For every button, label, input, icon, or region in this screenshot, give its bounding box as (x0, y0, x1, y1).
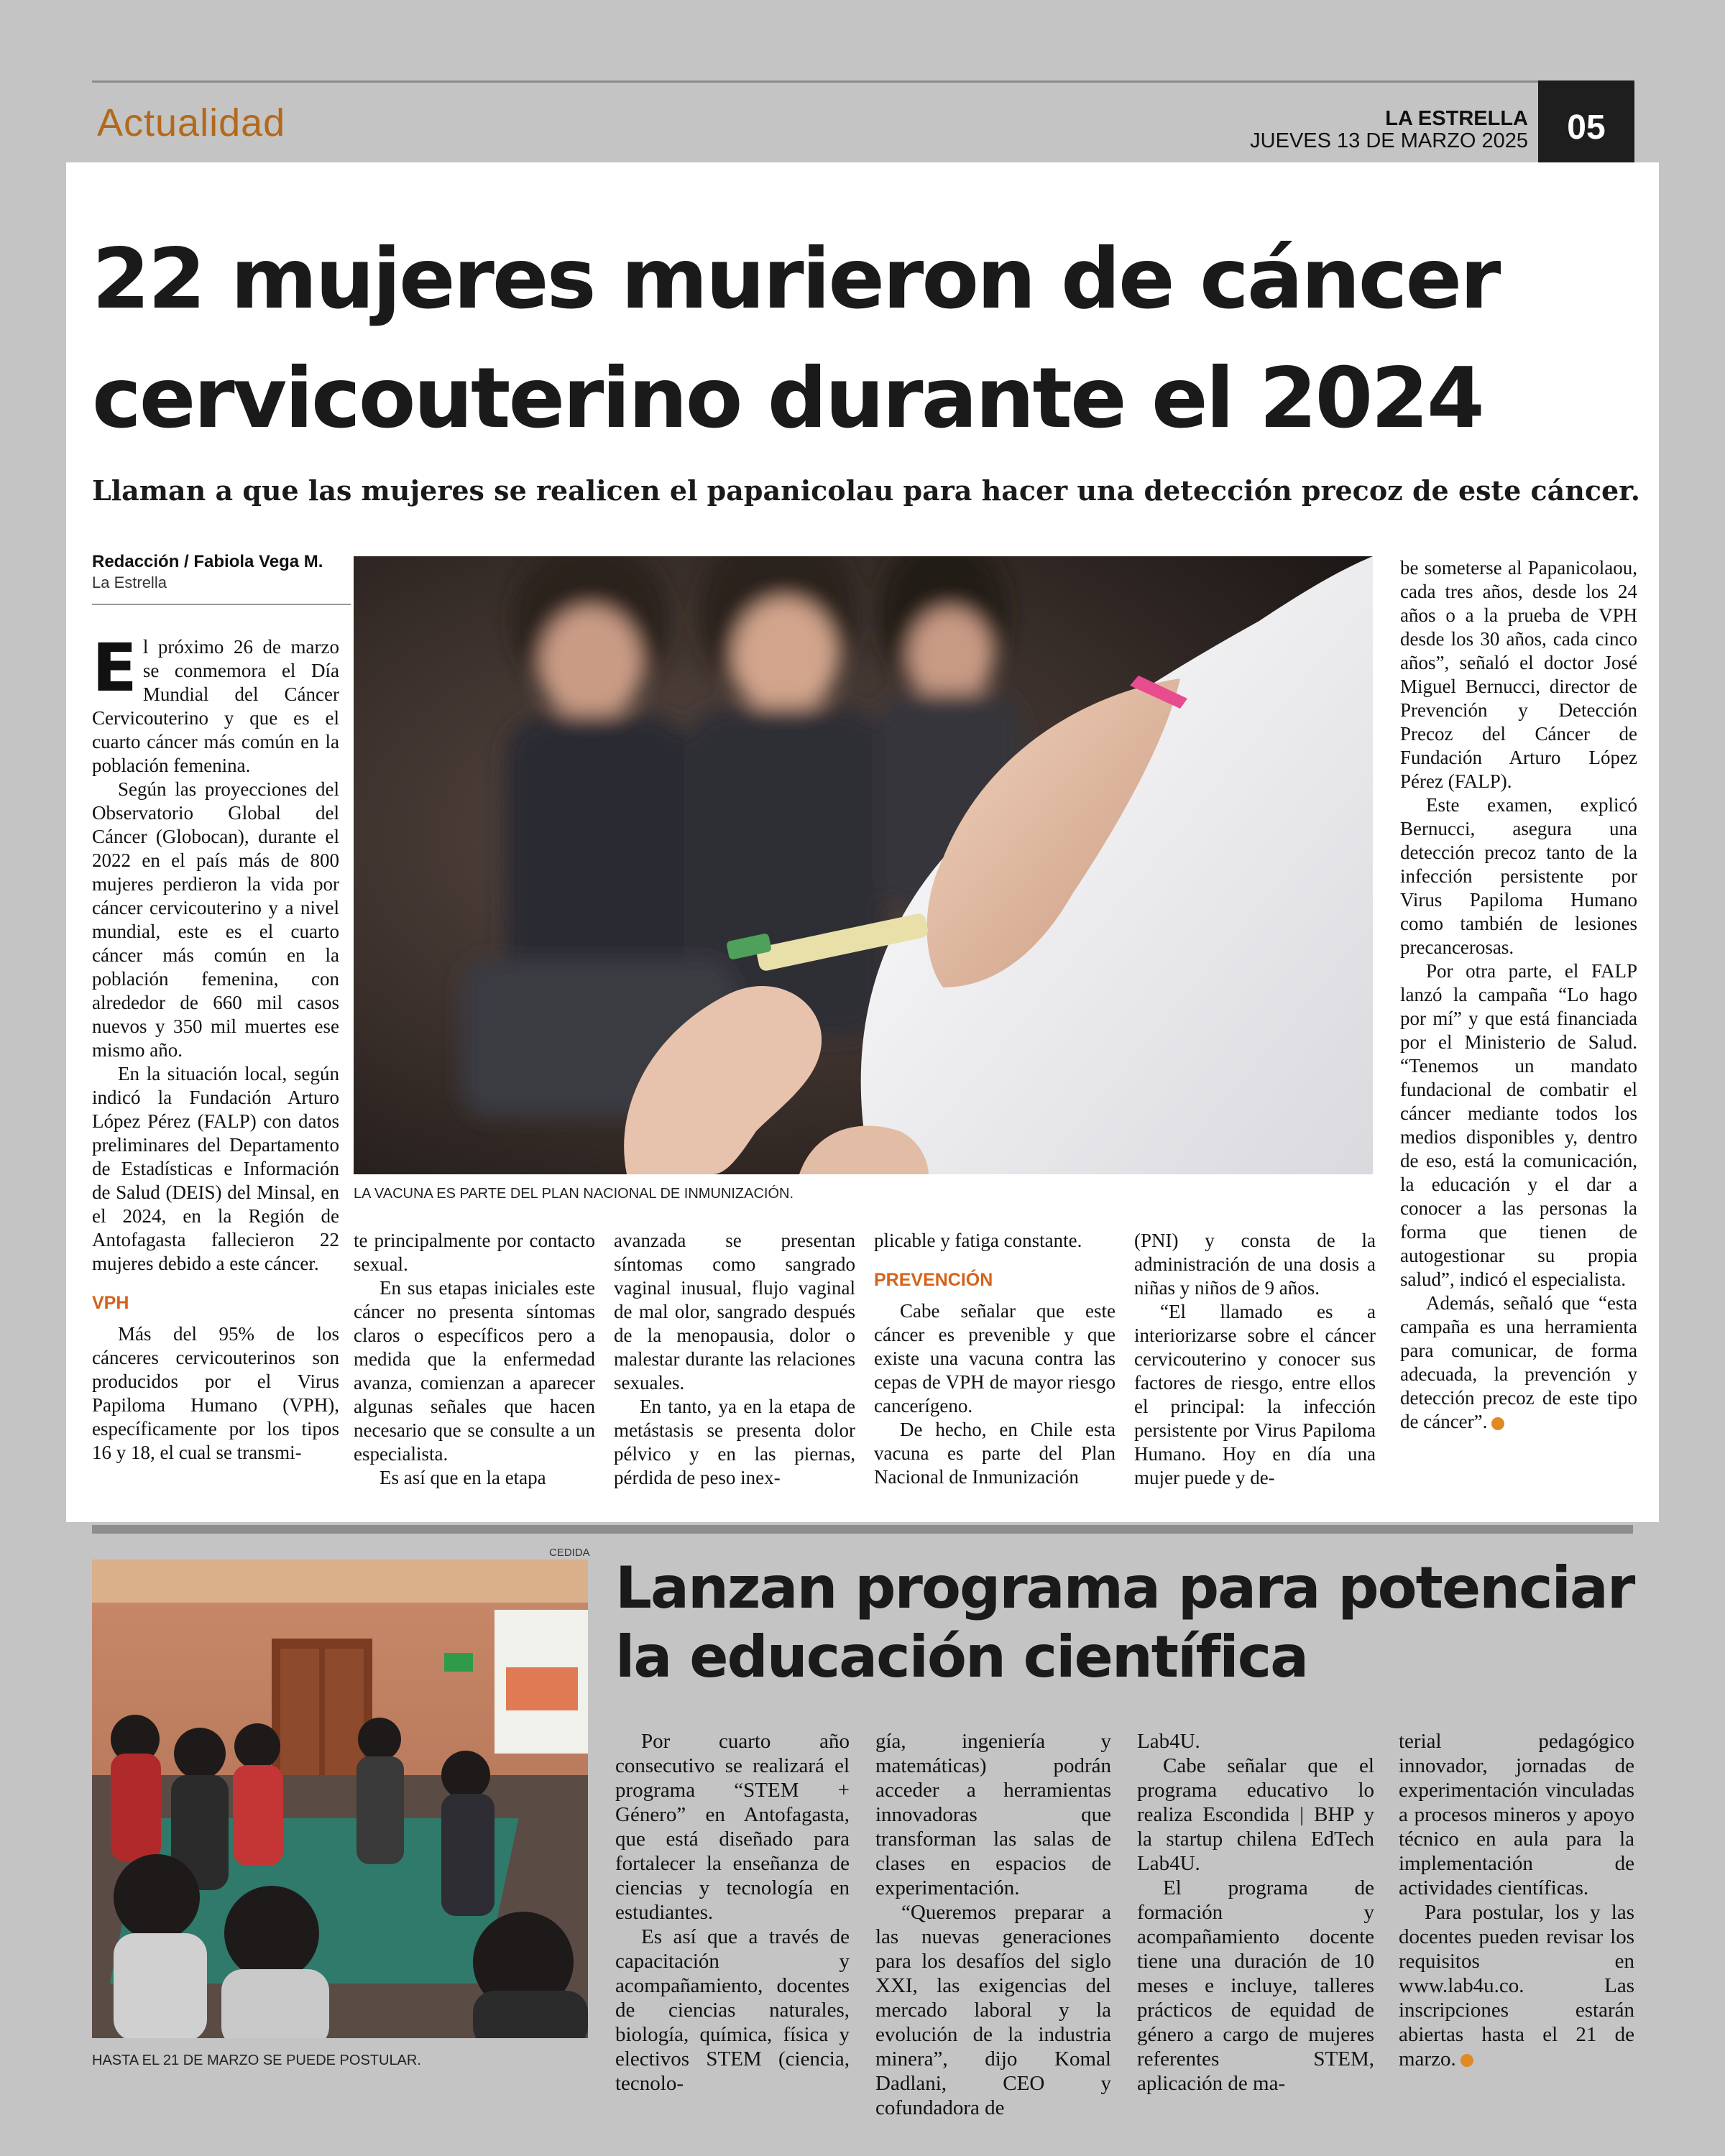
byline-source: La Estrella (92, 573, 167, 591)
article-column-6 (1400, 556, 1637, 1434)
lead-paragraph: El próximo 26 de marzo se conmemora el Día Mundial del Cáncer Cervicouterino y que es el cuarto cáncer más común en la población femenina. (92, 630, 339, 776)
paragraph: Más del 95% de los cánceres cervicouterinos son producidos por el Virus Papiloma Humano (VPH), específicamente por los tipos 16 y 18, el cual se transmi- (92, 1323, 339, 1463)
article-column-1 (92, 630, 339, 1465)
article-column-3 (614, 1229, 855, 1490)
headline-line-2: cervicouterino durante el 2024 (92, 350, 1483, 447)
paragraph-final: Además, señaló que “esta campaña es una herramienta para comunicar, de forma adecuada, la prevención y detección precoz de este tipo de cáncer”. (1400, 1292, 1637, 1432)
paragraph: En sus etapas iniciales este cáncer no presenta síntomas claros o específicos pero a medida que la enfermedad avanza, comienzan a aparecer algunas señales que hacen necesario que se consulte a un especialista. (354, 1277, 595, 1465)
end-mark-icon (1460, 2054, 1473, 2067)
top-rule (92, 80, 1633, 83)
kicker-vph: VPH (92, 1293, 129, 1313)
paragraph: terial pedagógico innovador, jornadas de experimentación vinculadas a procesos mineros y apoyo técnico en aula para la implementación de actividades científicas. (1399, 1730, 1634, 1899)
kicker-prevencion: PREVENCIÓN (874, 1270, 993, 1290)
paragraph: Es así que en la etapa (380, 1467, 546, 1488)
paragraph: El programa de formación y acompañamiento docente tiene una duración de 10 meses e incluye, talleres prácticos de equidad de género a cargo de mujeres referentes STEM, aplicación de ma- (1137, 1876, 1374, 2095)
paragraph: Es así que a través de capacitación y acompañamiento, docentes de ciencias naturales, biología, química, física y electivos STEM (ciencia, tecnolo- (615, 1925, 850, 2095)
paragraph: Este examen, explicó Bernucci, asegura una detección precoz tanto de la infección persistente por Virus Papiloma Humano como también de lesiones precancerosas. (1400, 794, 1637, 958)
paragraph: te principalmente por contacto sexual. (354, 1230, 595, 1275)
paragraph: be someterse al Papanicolaou, cada tres años, desde los 24 años o a la prueba de VPH desde los 30 años, cada cinco años”, señaló el doctor José Miguel Bernucci, director de Prevención y Detección Precoz del Cáncer de Fundación Arturo López Pérez (FALP). (1400, 557, 1637, 792)
newspaper-name: LA ESTRELLA (1385, 107, 1528, 130)
article-column-5 (1134, 1229, 1376, 1490)
paragraph-final: Para postular, los y las docentes pueden revisar los requisitos en www.lab4u.co. Las inscripciones estarán abiertas hasta el 21 de marzo. (1399, 1901, 1634, 2070)
byline: Redacción / Fabiola Vega M. (92, 552, 323, 571)
paragraph: Por cuarto año consecutivo se realizará el programa “STEM + Género” en Antofagasta, que está diseñado para fortalecer la enseñanza de ciencias y tecnología en estudiantes. (615, 1730, 850, 1924)
paragraph: De hecho, en Chile esta vacuna es parte del Plan Nacional de Inmunización (874, 1419, 1116, 1488)
subheadline: Llaman a que las mujeres se realicen el papanicolau para hacer una detección precoz de este cáncer. (92, 474, 1640, 507)
paragraph: plicable y fatiga constante. (874, 1230, 1082, 1251)
second-headline (615, 1554, 1636, 1692)
classroom-photo (92, 1560, 588, 2038)
main-headline (92, 220, 1659, 459)
issue-date: JUEVES 13 DE MARZO 2025 (1250, 129, 1528, 152)
paragraph: “El llamado es a interiorizarse sobre el cáncer cervicouterino y conocer sus factores de riesgo, entre ellos el principal: la infección persistente por Virus Papiloma Humano. Hoy en día una mujer puede y de- (1134, 1301, 1376, 1488)
vaccination-photo-image (354, 556, 1373, 1174)
paragraph: Por otra parte, el FALP lanzó la campaña “Lo hago por mí” y que está financiada por el Ministerio de Salud. “Tenemos un mandato fundacional de combatir el cáncer mediante todos los medios disponibles y, dentro de eso, está la comunicación, la educación y el dar a conocer a las personas la forma que tienen de autogestionar su propia salud”, indicó el especialista. (1400, 960, 1637, 1290)
second-column-3 (1137, 1729, 1374, 2096)
end-mark-icon (1491, 1417, 1504, 1430)
paragraph: “Queremos preparar a las nuevas generaciones para los desafíos del siglo XXI, las exigencias del mercado laboral y la evolución de la industria minera”, dijo Komal Dadlani, CEO y cofundadora de (875, 1901, 1111, 2119)
photo-credit: CEDIDA (549, 1547, 590, 1559)
second-headline-line-1: Lanzan programa para potenciar (615, 1554, 1634, 1621)
main-article (66, 162, 1659, 1522)
paragraph: gía, ingeniería y matemáticas) podrán acceder a herramientas innovadoras que transforman las salas de clases en espacios de experimentación. (875, 1730, 1111, 1899)
paragraph: avanzada se presentan síntomas como sangrado vaginal inusual, flujo vaginal de mal olor, sangrado después de la menopausia, dolor o malestar durante las relaciones sexuales. (614, 1230, 855, 1393)
article-column-4 (874, 1229, 1116, 1489)
photo-caption: LA VACUNA ES PARTE DEL PLAN NACIONAL DE INMUNIZACIÓN. (354, 1186, 794, 1202)
second-headline-line-2: la educación científica (615, 1623, 1308, 1690)
article-column-2 (354, 1229, 595, 1490)
headline-line-1: 22 mujeres murieron de cáncer (92, 231, 1499, 328)
section-divider (92, 1525, 1633, 1534)
second-column-1 (615, 1729, 850, 2096)
section-label: Actualidad (97, 101, 286, 144)
page-number: 05 (1538, 80, 1634, 174)
photo-caption-2: HASTA EL 21 DE MARZO SE PUEDE POSTULAR. (92, 2053, 421, 2068)
paragraph: En la situación local, según indicó la Fundación Arturo López Pérez (FALP) con datos preliminares del Departamento de Estadísticas e Información de Salud (DEIS) del Minsal, en el 2024, en la Región de Antofagasta fallecieron 22 mujeres debido a este cáncer. (92, 1063, 339, 1274)
byline-rule (92, 604, 351, 605)
paragraph: Lab4U. (1137, 1730, 1200, 1753)
vaccination-photo (354, 556, 1373, 1174)
drop-cap: E (92, 630, 137, 706)
paragraph: Cabe señalar que el programa educativo lo realiza Escondida | BHP y la startup chilena EdTech Lab4U. (1137, 1754, 1374, 1875)
second-column-2 (875, 1729, 1111, 2120)
paragraph: En tanto, ya en la etapa de metástasis se presenta dolor pélvico y en las piernas, pérdida de peso inex- (614, 1396, 855, 1488)
paragraph: Cabe señalar que este cáncer es prevenible y que existe una vacuna contra las cepas de VPH de mayor riesgo cancerígeno. (874, 1300, 1116, 1416)
paragraph: Según las proyecciones del Observatorio Global del Cáncer (Globocan), durante el 2022 en el país más de 800 mujeres perdieron la vida por cáncer cervicouterino y a nivel mundial, este es el cuarto cáncer más común en la población femenina, con alrededor de 660 mil casos nuevos y 350 mil muertes ese mismo año. (92, 778, 339, 1061)
classroom-photo-image (92, 1560, 588, 2038)
second-column-4 (1399, 1729, 1634, 2071)
paragraph: (PNI) y consta de la administración de una dosis a niñas y niños de 9 años. (1134, 1230, 1376, 1299)
